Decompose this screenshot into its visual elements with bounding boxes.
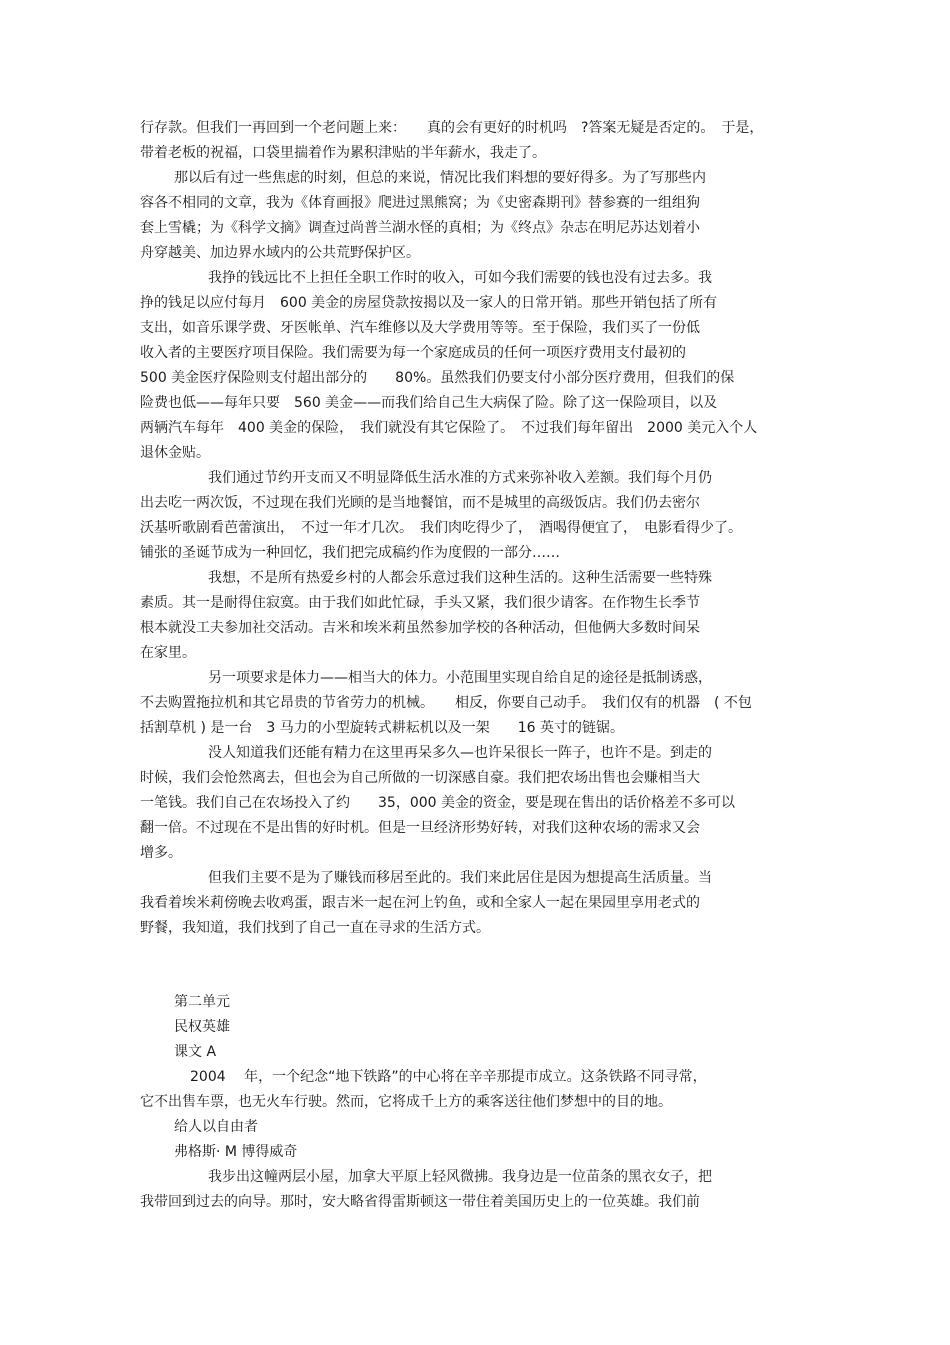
text-line: 不去购置拖拉机和其它昂贵的节省劳力的机械。 相反，你要自己动手。 我们仅有的机器 ( 不包 bbox=[140, 695, 752, 711]
text-line: 翻一倍。不过现在不是出售的好时机。但是一旦经济形势好转，对我们这种农场的需求又会 bbox=[140, 820, 700, 836]
text-line: 时候，我们会怆然离去，但也会为自己所做的一切深感自豪。我们把农场出售也会赚相当大 bbox=[140, 770, 700, 786]
text-line: 2004 年，一个纪念“地下铁路”的中心将在辛辛那提市成立。这条铁路不同寻常， bbox=[190, 1069, 707, 1085]
text-line: 那以后有过一些焦虑的时刻，但总的来说，情况比我们料想的要好得多。为了写那些内 bbox=[174, 170, 706, 186]
text-line: 500 美金医疗保险则支付超出部分的 80%。虽然我们仍要支付小部分医疗费用，但我们的保 bbox=[140, 370, 735, 386]
text-line: 支出，如音乐课学费、牙医帐单、汽车维修以及大学费用等等。至于保险，我们买了一份低 bbox=[140, 320, 700, 336]
text-line: 挣的钱足以应付每月 600 美金的房屋贷款按揭以及一家人的日常开销。那些开销包括了所有 bbox=[140, 295, 718, 311]
text-line: 增多。 bbox=[140, 845, 182, 861]
text-line: 铺张的圣诞节成为一种回忆，我们把完成稿约作为度假的一部分…… bbox=[140, 545, 560, 561]
article-author: 弗格斯· M 博得威奇 bbox=[174, 1144, 298, 1160]
text-line: 两辆汽车每年 400 美金的保险， 我们就没有其它保险了。 不过我们每年留出 2000 美元入个人 bbox=[140, 420, 758, 436]
text-line: 在家里。 bbox=[140, 645, 196, 661]
lesson-label: 课文 A bbox=[174, 1044, 217, 1060]
text-line: 套上雪橇；为《科学文摘》调查过尚普兰湖水怪的真相；为《终点》杂志在明尼苏达划着小 bbox=[140, 220, 700, 236]
text-line: 野餐，我知道，我们找到了自己一直在寻求的生活方式。 bbox=[140, 920, 490, 936]
text-line: 险费也低——每年只要 560 美金——而我们给自己生大病保了险。除了这一保险项目，以及 bbox=[140, 395, 718, 411]
unit-heading: 第二单元 bbox=[174, 994, 230, 1010]
text-line: 我想，不是所有热爱乡村的人都会乐意过我们这种生活的。这种生活需要一些特殊 bbox=[208, 570, 712, 586]
text-line: 我们通过节约开支而又不明显降低生活水准的方式来弥补收入差额。我们每个月仍 bbox=[208, 470, 712, 486]
text-line: 出去吃一两次饭，不过现在我们光顾的是当地餐馆，而不是城里的高级饭店。我们仍去密尔 bbox=[140, 495, 700, 511]
text-line: 沃基听歌剧看芭蕾演出， 不过一年才几次。 我们肉吃得少了， 酒喝得便宜了， 电影看得少了。 bbox=[140, 520, 742, 536]
text-line: 收入者的主要医疗项目保险。我们需要为每一个家庭成员的任何一项医疗费用支付最初的 bbox=[140, 345, 686, 361]
text-line: 素质。其一是耐得住寂寞。由于我们如此忙碌，手头又紧，我们很少请客。在作物生长季节 bbox=[140, 595, 700, 611]
text-line: 我看着埃米莉傍晚去收鸡蛋，跟吉米一起在河上钓鱼，或和全家人一起在果园里享用老式的 bbox=[140, 895, 700, 911]
text-line: 没人知道我们还能有精力在这里再呆多久—也许呆很长一阵子，也许不是。到走的 bbox=[208, 745, 712, 761]
text-line: 容各不相同的文章，我为《体育画报》爬进过黑熊窝；为《史密森期刊》替参赛的一组组狗 bbox=[140, 195, 700, 211]
text-line: 退休金贴。 bbox=[140, 445, 210, 461]
text-line: 根本就没工夫参加社交活动。吉米和埃米莉虽然参加学校的各种活动，但他俩大多数时间呆 bbox=[140, 620, 700, 636]
text-line: 舟穿越美、加边界水域内的公共荒野保护区。 bbox=[140, 245, 420, 261]
text-line: 我带回到过去的向导。那时，安大略省得雷斯顿这一带住着美国历史上的一位英雄。我们前 bbox=[140, 1194, 700, 1210]
text-line: 但我们主要不是为了赚钱而移居至此的。我们来此居住是因为想提高生活质量。当 bbox=[208, 870, 712, 886]
text-line: 我步出这幢两层小屋，加拿大平原上轻风微拂。我身边是一位苗条的黑衣女子，把 bbox=[208, 1169, 712, 1185]
text-line: 它不出售车票，也无火车行驶。然而，它将成千上方的乘客送往他们梦想中的目的地。 bbox=[140, 1094, 672, 1110]
text-line: 括割草机 ) 是一台 3 马力的小型旋转式耕耘机以及一架 16 英寸的链锯。 bbox=[140, 720, 624, 736]
text-line: 带着老板的祝福，口袋里揣着作为累积津贴的半年薪水，我走了。 bbox=[140, 145, 546, 161]
unit-title: 民权英雄 bbox=[174, 1019, 230, 1035]
text-line: 我挣的钱远比不上担任全职工作时的收入，可如今我们需要的钱也没有过去多。我 bbox=[208, 270, 712, 286]
text-line: 一笔钱。我们自己在农场投入了约 35，000 美金的资金，要是现在售出的话价格差不多可以 bbox=[140, 795, 735, 811]
text-line: 另一项要求是体力——相当大的体力。小范围里实现自给自足的途径是抵制诱惑， bbox=[208, 670, 712, 686]
text-line: 行存款。但我们一再回到一个老问题上来： 真的会有更好的时机吗 ?答案无疑是否定的。 于是， bbox=[140, 120, 764, 136]
article-title: 给人以自由者 bbox=[174, 1119, 258, 1135]
